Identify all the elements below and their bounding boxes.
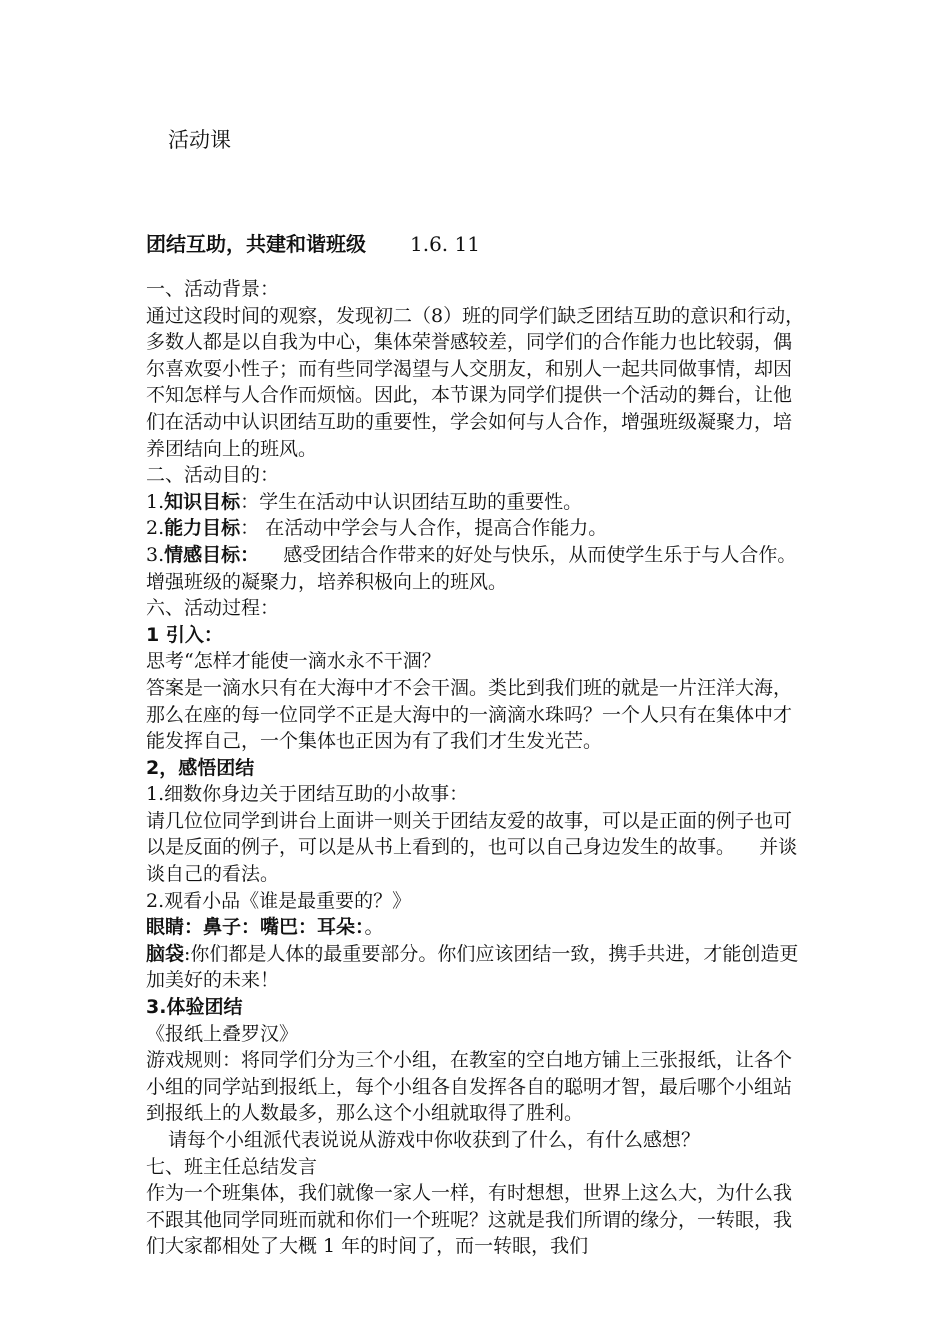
feel-step1-text: 请几位位同学到讲台上面讲一则关于团结友爱的故事，可以是正面的例子也可以是反面的例子，可以是从书上看到的，也可以自己身边发生的故事。 并谈谈自己的看法。	[146, 809, 798, 886]
feel-heading: 2，感悟团结	[146, 756, 255, 779]
intro-answer: 答案是一滴水只有在大海中才不会干涸。类比到我们班的就是一片汪洋大海，那么在座的每一位同学不正是大海中的一滴滴水珠吗？一个人只有在集体中才能发挥自己，一个集体也正因为有了我们才生发光芒。	[146, 676, 793, 753]
process-heading: 六、活动过程：	[146, 597, 280, 620]
intro-heading: 1 引入：	[146, 623, 223, 646]
game-title: 《报纸上叠罗汉》	[146, 1022, 299, 1045]
feel-roles: 眼睛：鼻子：嘴巴：耳朵：。	[146, 916, 384, 939]
goals-heading: 二、活动目的：	[146, 464, 280, 487]
feel-step1: 1.细数你身边关于团结互助的小故事：	[146, 783, 469, 806]
background-text: 通过这段时间的观察，发现初二（8）班的同学们缺乏团结互助的意识和行动，多数人都是以自我为中心，集体荣誉感较差，同学们的合作能力也比较弱，偶尔喜欢耍小性子；而有些同学渴望与人交朋友，和别人一起共同做事情，却因不知怎样与人合作而烦恼。因此，本节课为同学们提供一个活动的舞台，让他们在活动中认识团结互助的重要性，学会如何与人合作，增强班级凝聚力，培养团结向上的班风。	[146, 304, 805, 460]
title-text: 团结互助，共建和谐班级	[146, 232, 366, 256]
feel-step2: 2.观看小品《谁是最重要的？》	[146, 889, 412, 912]
summary-text: 作为一个班集体，我们就像一家人一样，有时想想，世界上这么大，为什么我不跟其他同学同班而就和你们一个班呢？这就是我们所谓的缘分，一转眼，我们大家都相处了大概 1 年的时间了，而一转眼，我们	[146, 1182, 793, 1258]
document-title	[146, 228, 480, 257]
title-date: 1.6. 11	[410, 232, 480, 256]
summary-heading: 七、班主任总结发言	[146, 1155, 318, 1178]
intro-question: 思考“怎样才能使一滴水永不干涸？	[146, 650, 441, 673]
goal-emotion: 3.情感目标： 感受团结合作带来的好处与快乐，从而使学生乐于与人合作。 增强班级的凝聚力，培养积极向上的班风。	[146, 543, 821, 593]
experience-heading: 3.体验团结	[146, 996, 243, 1019]
document-body	[146, 276, 821, 1260]
feel-brain: 脑袋:你们都是人体的最重要部分。你们应该团结一致，携手共进，才能创造更加美好的未来！	[146, 942, 799, 992]
goal-ability: 2.能力目标： 在活动中学会与人合作，提高合作能力。	[146, 517, 608, 540]
page-header: 活动课	[168, 128, 231, 152]
game-rules: 游戏规则：将同学们分为三个小组，在教室的空白地方铺上三张报纸，让各个小组的同学站到报纸上，每个小组各自发挥各自的聪明才智，最后哪个小组站到报纸上的人数最多，那么这个小组就取得了胜利。	[146, 1049, 793, 1125]
game-ask: 请每个小组派代表说说从游戏中你收获到了什么，有什么感想？	[168, 1129, 701, 1151]
background-heading: 一、活动背景：	[146, 278, 280, 300]
goal-knowledge: 1.知识目标：学生在活动中认识团结互助的重要性。	[146, 490, 583, 513]
